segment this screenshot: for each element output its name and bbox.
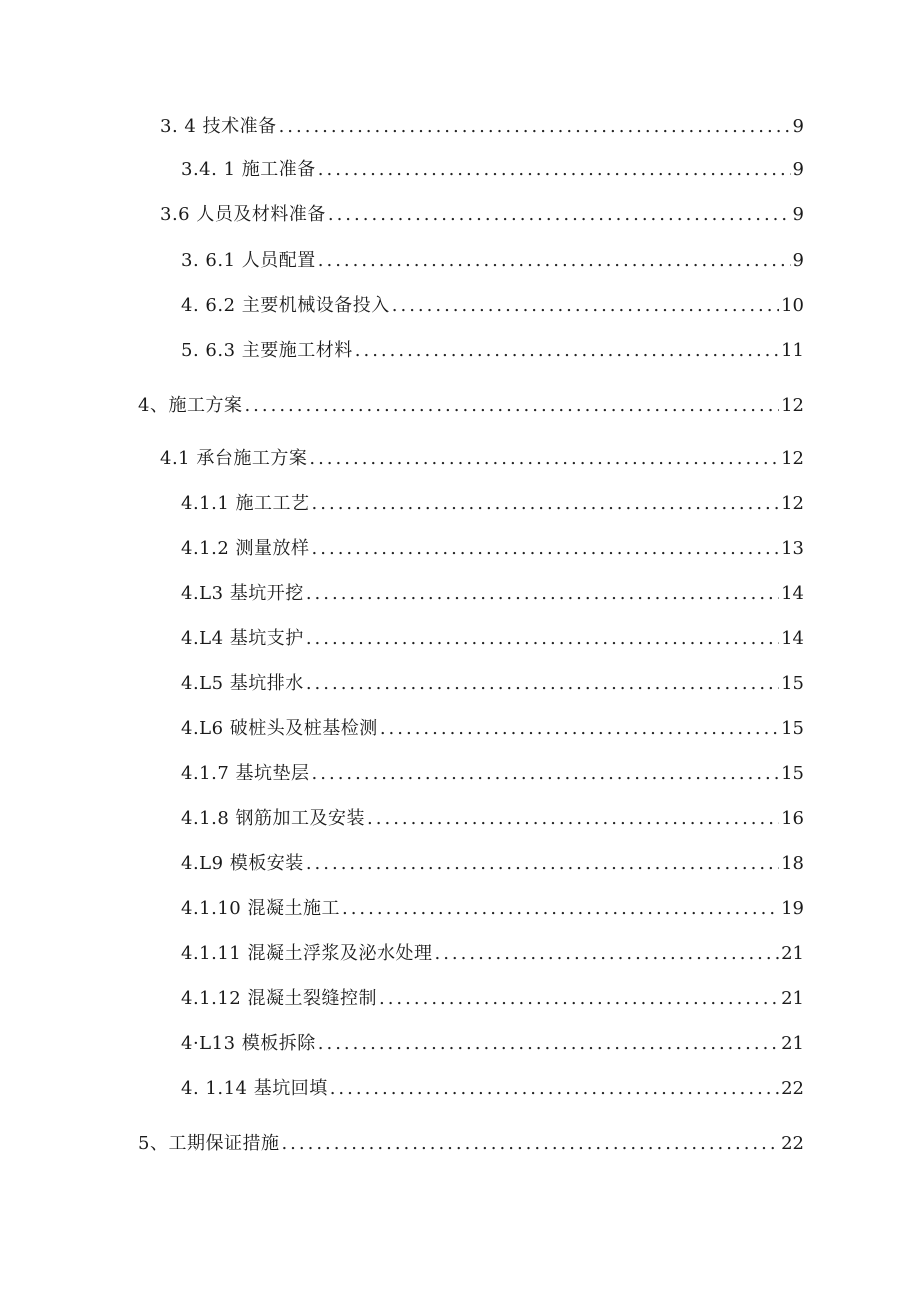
toc-entry-title: 4.L4 基坑支护	[181, 628, 304, 649]
toc-entry[interactable]	[181, 717, 804, 741]
toc-entry[interactable]	[181, 942, 804, 966]
toc-entry-title: 4.1.8 钢筋加工及安装	[181, 808, 366, 829]
toc-entry[interactable]	[181, 762, 804, 786]
toc-entry-title: 4.L9 模板安装	[181, 853, 304, 874]
toc-entry-title: 4.1 承台施工方案	[160, 448, 308, 469]
toc-entry[interactable]	[181, 339, 804, 363]
toc-entry[interactable]	[181, 987, 804, 1011]
toc-entry-page: 18	[781, 853, 804, 874]
toc-entry[interactable]	[138, 1132, 804, 1156]
toc-entry-title: 4.L6 破桩头及桩基检测	[181, 718, 378, 739]
toc-entry[interactable]	[138, 394, 804, 418]
toc-entry-page: 21	[781, 988, 804, 1009]
toc-entry-page: 12	[781, 493, 804, 514]
toc-entry[interactable]	[181, 1077, 804, 1101]
toc-entry-page: 10	[781, 295, 804, 316]
toc-entry-title: 3. 4 技术准备	[160, 116, 277, 137]
toc-entry[interactable]	[181, 897, 804, 921]
toc-entry-title: 3.6 人员及材料准备	[160, 204, 326, 225]
toc-entry-page: 16	[781, 808, 804, 829]
toc-entry-page: 15	[781, 673, 804, 694]
toc-leader-dots	[380, 717, 779, 741]
toc-entry-page: 12	[781, 395, 804, 416]
toc-leader-dots	[279, 115, 791, 139]
toc-leader-dots	[392, 294, 779, 318]
toc-entry[interactable]	[181, 582, 804, 606]
toc-entry-title: 4.1.10 混凝土施工	[181, 898, 340, 919]
toc-leader-dots	[318, 1032, 779, 1056]
toc-entry-title: 3.4. 1 施工准备	[181, 159, 316, 180]
toc-entry[interactable]	[160, 203, 804, 227]
toc-entry-title: 4.L5 基坑排水	[181, 673, 304, 694]
toc-entry-page: 12	[781, 448, 804, 469]
toc-entry[interactable]	[181, 158, 804, 182]
toc-entry[interactable]	[181, 492, 804, 516]
toc-entry-page: 15	[781, 718, 804, 739]
toc-entry-title: 4·L13 模板拆除	[181, 1033, 316, 1054]
toc-entry-page: 19	[781, 898, 804, 919]
toc-leader-dots	[306, 582, 779, 606]
toc-leader-dots	[306, 627, 779, 651]
toc-entry[interactable]	[181, 537, 804, 561]
toc-entry[interactable]	[181, 294, 804, 318]
toc-entry[interactable]	[181, 852, 804, 876]
toc-entry[interactable]	[181, 807, 804, 831]
toc-leader-dots	[306, 852, 779, 876]
toc-entry-title: 4.1.1 施工工艺	[181, 493, 310, 514]
toc-leader-dots	[355, 339, 779, 363]
toc-entry-page: 21	[781, 1033, 804, 1054]
toc-leader-dots	[342, 897, 779, 921]
toc-leader-dots	[328, 203, 791, 227]
toc-entry-title: 4.L3 基坑开挖	[181, 583, 304, 604]
toc-entry-page: 15	[781, 763, 804, 784]
toc-entry-page: 22	[781, 1133, 804, 1154]
toc-entry-title: 5. 6.3 主要施工材料	[181, 340, 353, 361]
toc-leader-dots	[318, 158, 791, 182]
toc-entry-title: 4、施工方案	[138, 395, 243, 416]
toc-entry-page: 13	[781, 538, 804, 559]
toc-leader-dots	[312, 762, 780, 786]
toc-entry-page: 21	[781, 943, 804, 964]
toc-entry-title: 4. 1.14 基坑回填	[181, 1078, 328, 1099]
toc-entry[interactable]	[181, 249, 804, 273]
toc-leader-dots	[318, 249, 791, 273]
toc-entry-title: 5、工期保证措施	[138, 1133, 280, 1154]
toc-entry-page: 14	[781, 628, 804, 649]
toc-entry-title: 4. 6.2 主要机械设备投入	[181, 295, 390, 316]
toc-entry-page: 9	[792, 159, 804, 180]
toc-entry[interactable]	[181, 672, 804, 696]
toc-entry-page: 9	[792, 204, 804, 225]
toc-entry-title: 4.1.11 混凝土浮浆及泌水处理	[181, 943, 433, 964]
toc-leader-dots	[330, 1077, 779, 1101]
toc-leader-dots	[281, 1132, 779, 1156]
toc-entry-page: 9	[792, 250, 804, 271]
toc-entry-page: 11	[781, 340, 804, 361]
toc-entry-page: 9	[792, 116, 804, 137]
toc-leader-dots	[244, 394, 779, 418]
toc-leader-dots	[309, 447, 779, 471]
toc-entry-title: 4.1.2 测量放样	[181, 538, 310, 559]
toc-leader-dots	[312, 537, 780, 561]
toc-entry[interactable]	[160, 447, 804, 471]
toc-leader-dots	[434, 942, 779, 966]
toc-entry-title: 4.1.12 混凝土裂缝控制	[181, 988, 377, 1009]
toc-entry-title: 4.1.7 基坑垫层	[181, 763, 310, 784]
toc-entry[interactable]	[181, 627, 804, 651]
toc-entry[interactable]	[160, 115, 804, 139]
toc-leader-dots	[367, 807, 779, 831]
toc-leader-dots	[379, 987, 779, 1011]
toc-leader-dots	[306, 672, 779, 696]
toc-entry-page: 22	[781, 1078, 804, 1099]
toc-entry-title: 3. 6.1 人员配置	[181, 250, 316, 271]
toc-entry-page: 14	[781, 583, 804, 604]
toc-leader-dots	[312, 492, 780, 516]
toc-entry[interactable]	[181, 1032, 804, 1056]
